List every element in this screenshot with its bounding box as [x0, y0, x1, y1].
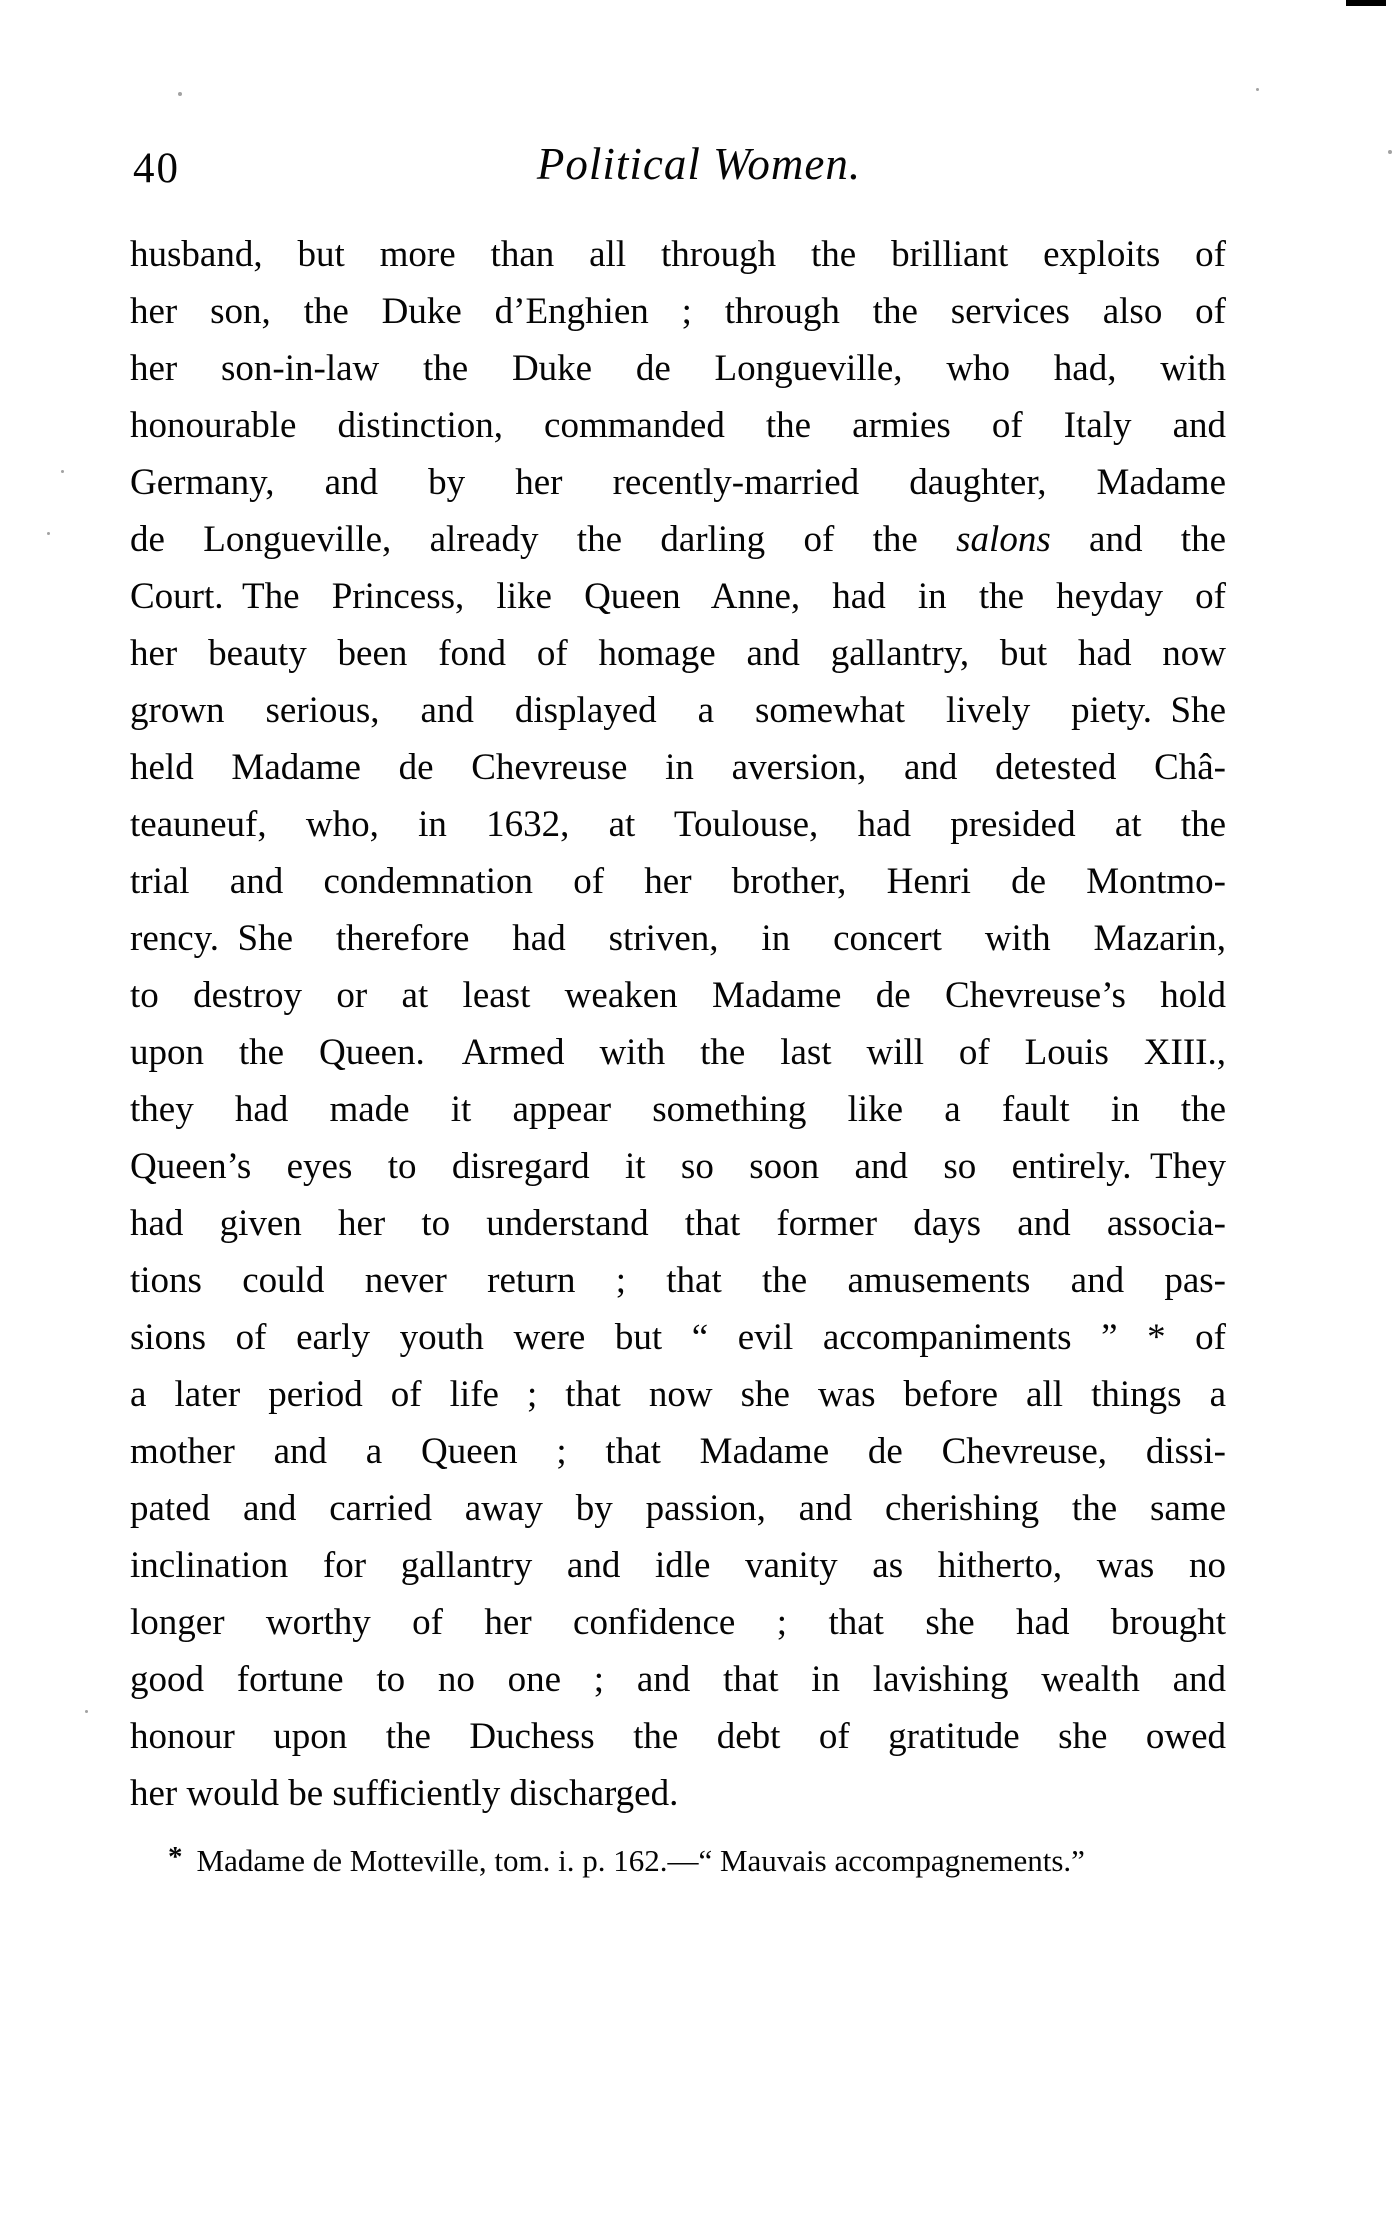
text-line: honourable distinction, commanded the armies of Italy and — [130, 405, 1226, 446]
text-line: Queen’s eyes to disregard it so soon and so entirely. They — [130, 1146, 1226, 1187]
text-line: they had made it appear something like a fault in the — [130, 1089, 1226, 1130]
text-line: had given her to understand that former days and associa- — [130, 1203, 1226, 1244]
text-line — [130, 511, 1226, 568]
text-line: good fortune to no one ; and that in lavishing wealth and — [130, 1659, 1226, 1700]
text-line: pated and carried away by passion, and cherishing the same — [130, 1488, 1226, 1529]
footnote-text: Madame de Motteville, tom. i. p. 162.—“ Mauvais accompagnements.” — [196, 1843, 1085, 1878]
text-line: husband, but more than all through the brilliant exploits of — [130, 234, 1226, 275]
scan-speck — [61, 470, 64, 473]
text-line: grown serious, and displayed a somewhat lively piety. She — [130, 690, 1226, 731]
page-header — [0, 138, 1398, 194]
text-line: mother and a Queen ; that Madame de Chevreuse, dissi- — [130, 1431, 1226, 1472]
text-segment: and the — [1050, 519, 1226, 560]
text-line: longer worthy of her confidence ; that she had brought — [130, 1602, 1226, 1643]
body-text — [130, 226, 1226, 1822]
text-line: held Madame de Chevreuse in aversion, and detested Châ- — [130, 747, 1226, 788]
text-line: teauneuf, who, in 1632, at Toulouse, had presided at the — [130, 804, 1226, 845]
text-line: to destroy or at least weaken Madame de Chevreuse’s hold — [130, 975, 1226, 1016]
footnote — [130, 1840, 1250, 1883]
text-line: tions could never return ; that the amusements and pas- — [130, 1260, 1226, 1301]
text-line: her son-in-law the Duke de Longueville, who had, with — [130, 348, 1226, 389]
text-line: honour upon the Duchess the debt of gratitude she owed — [130, 1716, 1226, 1757]
text-line: her beauty been fond of homage and gallantry, but had now — [130, 633, 1226, 674]
text-line: upon the Queen. Armed with the last will of Louis XIII., — [130, 1032, 1226, 1073]
text-segment-italic: salons — [956, 519, 1051, 560]
text-segment: de Longueville, already the darling of the — [130, 519, 957, 560]
text-line: Court. The Princess, like Queen Anne, had in the heyday of — [130, 576, 1226, 617]
text-line: sions of early youth were but “ evil accompaniments ” * of — [130, 1317, 1226, 1358]
text-line: trial and condemnation of her brother, Henri de Montmo- — [130, 861, 1226, 902]
text-line: inclination for gallantry and idle vanity as hitherto, was no — [130, 1545, 1226, 1586]
scan-artifact-bar — [1346, 0, 1386, 6]
text-line: her would be sufficiently discharged. — [130, 1773, 679, 1814]
scan-speck — [85, 1710, 88, 1713]
text-line: rency. She therefore had striven, in concert with Mazarin, — [130, 918, 1226, 959]
text-line: her son, the Duke d’Enghien ; through the services also of — [130, 291, 1226, 332]
scan-speck — [1256, 88, 1259, 91]
text-line: a later period of life ; that now she was before all things a — [130, 1374, 1226, 1415]
scan-speck — [178, 92, 182, 96]
text-line: Germany, and by her recently-married daughter, Madame — [130, 462, 1226, 503]
scan-speck — [47, 532, 50, 535]
running-title: Political Women. — [536, 139, 862, 189]
footnote-marker: * — [168, 1841, 183, 1873]
page-number: 40 — [133, 145, 180, 192]
